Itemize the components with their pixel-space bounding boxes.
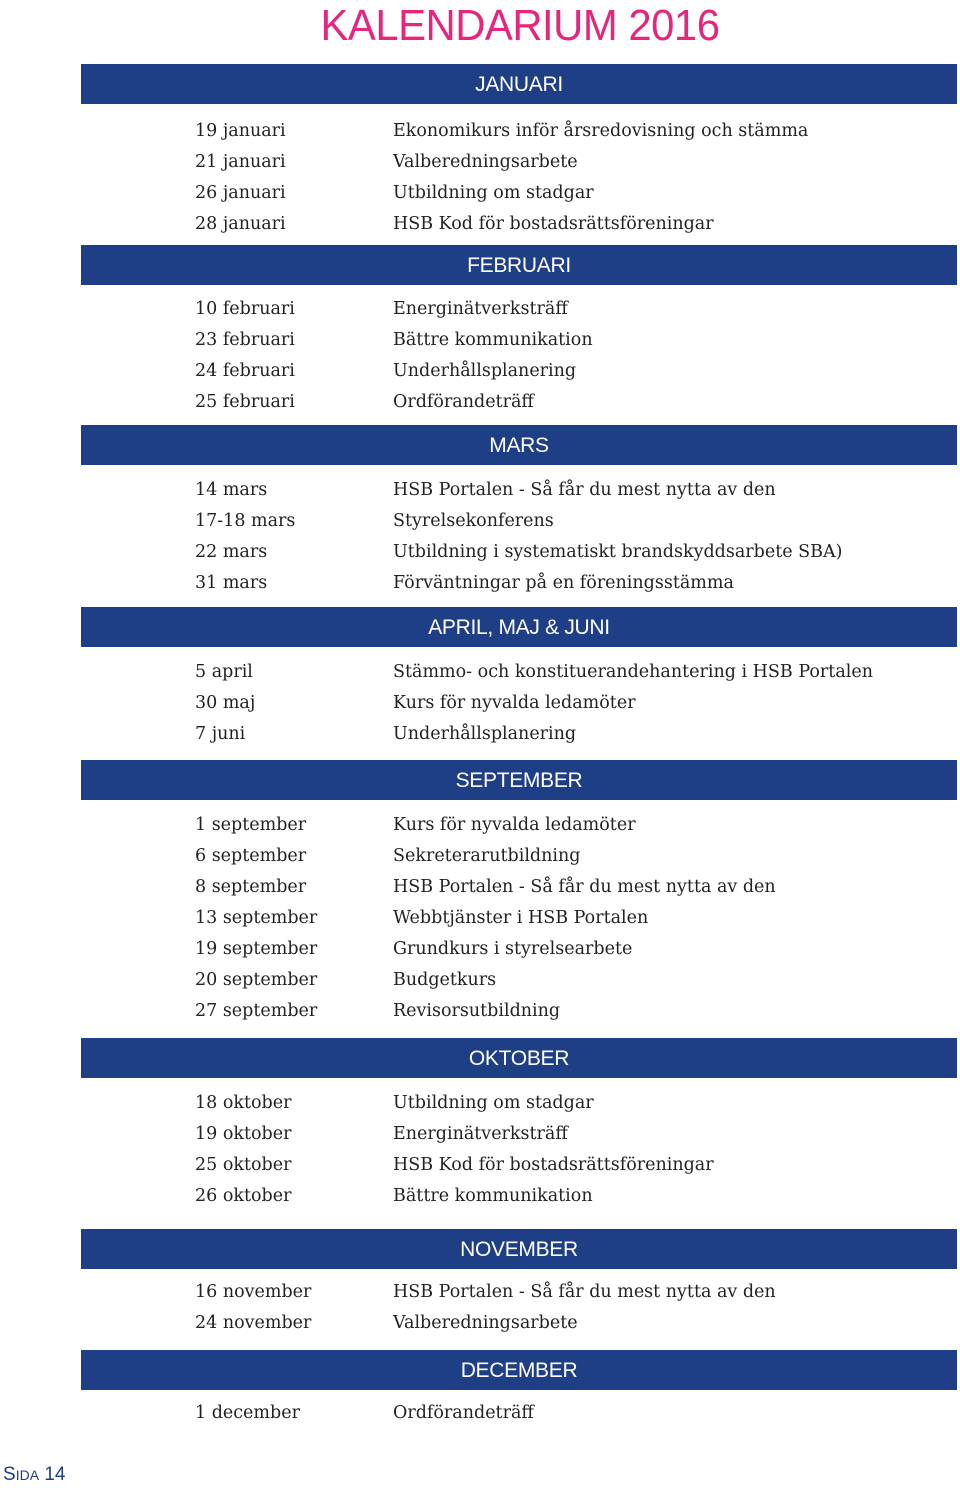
event-date: 14 mars (195, 480, 268, 500)
event-title: Valberedningsarbete (393, 1313, 578, 1333)
page-number: 14 (44, 1464, 66, 1485)
event-date: 16 november (195, 1282, 312, 1302)
event-title: Utbildning om stadgar (393, 1093, 594, 1113)
event-title: Valberedningsarbete (393, 152, 578, 172)
event-title: Stämmo- och konstituerandehantering i HSB Portalen (393, 662, 873, 682)
event-date: 26 januari (195, 183, 286, 203)
event-title: Ordförandeträff (393, 1403, 534, 1423)
page-footer (3, 1463, 65, 1487)
event-date: 27 september (195, 1001, 318, 1021)
month-header-oktober: OKTOBER (81, 1038, 957, 1078)
event-title: Bättre kommunikation (393, 330, 593, 350)
event-date: 19 januari (195, 121, 286, 141)
event-date: 6 september (195, 846, 307, 866)
event-title: Bättre kommunikation (393, 1186, 593, 1206)
event-date: 26 oktober (195, 1186, 292, 1206)
month-header-februari: FEBRUARI (81, 245, 957, 285)
event-title: Styrelsekonferens (393, 511, 554, 531)
event-title: HSB Portalen - Så får du mest nytta av den (393, 480, 776, 500)
event-title: HSB Kod för bostadsrättsföreningar (393, 214, 714, 234)
page-label-rest: IDA (15, 1467, 40, 1483)
page-label-initial: S (3, 1464, 16, 1485)
event-date: 23 februari (195, 330, 295, 350)
event-date: 5 april (195, 662, 253, 682)
event-date: 1 december (195, 1403, 300, 1423)
event-date: 31 mars (195, 573, 268, 593)
event-title: Revisorsutbildning (393, 1001, 561, 1021)
month-header-april-maj-juni: APRIL, MAJ & JUNI (81, 607, 957, 647)
page-title: KALENDARIUM 2016 (320, 1, 720, 50)
event-title: Underhållsplanering (393, 724, 577, 744)
month-header-september: SEPTEMBER (81, 760, 957, 800)
event-date: 13 september (195, 908, 318, 928)
event-title: Budgetkurs (393, 970, 497, 990)
event-title: Förväntningar på en föreningsstämma (393, 573, 734, 593)
event-date: 19 september (195, 939, 318, 959)
event-date: 22 mars (195, 542, 268, 562)
event-title: Sekreterarutbildning (393, 846, 581, 866)
event-date: 24 februari (195, 361, 295, 381)
event-date: 24 november (195, 1313, 312, 1333)
event-date: 28 januari (195, 214, 286, 234)
event-title: Utbildning om stadgar (393, 183, 594, 203)
event-title: Underhållsplanering (393, 361, 577, 381)
event-date: 25 februari (195, 392, 295, 412)
event-title: Energinätverksträff (393, 1124, 568, 1144)
event-title: Ekonomikurs inför årsredovisning och stämma (393, 121, 809, 141)
event-date: 7 juni (195, 724, 246, 744)
event-date: 8 september (195, 877, 307, 897)
event-title: HSB Portalen - Så får du mest nytta av den (393, 1282, 776, 1302)
month-header-november: NOVEMBER (81, 1229, 957, 1269)
event-date: 18 oktober (195, 1093, 292, 1113)
month-header-mars: MARS (81, 425, 957, 465)
event-title: HSB Portalen - Så får du mest nytta av den (393, 877, 776, 897)
event-date: 30 maj (195, 693, 256, 713)
event-date: 10 februari (195, 299, 295, 319)
event-title: Webbtjänster i HSB Portalen (393, 908, 649, 928)
event-title: Ordförandeträff (393, 392, 534, 412)
event-date: 19 oktober (195, 1124, 292, 1144)
event-title: Energinätverksträff (393, 299, 568, 319)
event-date: 1 september (195, 815, 307, 835)
month-header-december: DECEMBER (81, 1350, 957, 1390)
event-date: 21 januari (195, 152, 286, 172)
event-date: 17-18 mars (195, 511, 296, 531)
event-title: Grundkurs i styrelsearbete (393, 939, 633, 959)
event-title: HSB Kod för bostadsrättsföreningar (393, 1155, 714, 1175)
event-title: Kurs för nyvalda ledamöter (393, 815, 636, 835)
event-date: 25 oktober (195, 1155, 292, 1175)
month-header-januari: JANUARI (81, 64, 957, 104)
event-title: Utbildning i systematiskt brandskyddsarbete SBA) (393, 542, 843, 562)
event-date: 20 september (195, 970, 318, 990)
event-title: Kurs för nyvalda ledamöter (393, 693, 636, 713)
